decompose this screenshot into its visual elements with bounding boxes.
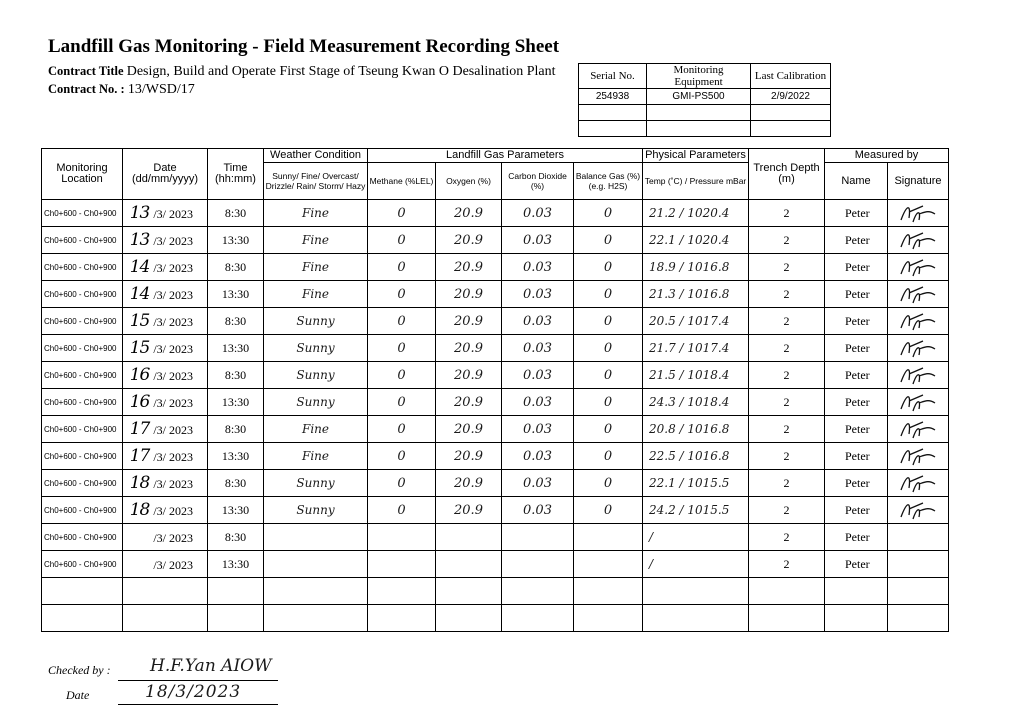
temp-pressure-cell: 22.1 / 1015.5 bbox=[643, 470, 749, 497]
signature-cell bbox=[888, 497, 949, 524]
date-cell bbox=[123, 335, 208, 362]
location-cell: Ch0+600 - Ch0+900 bbox=[42, 200, 123, 227]
co2-cell: 0.03 bbox=[502, 254, 574, 281]
table-row bbox=[42, 335, 949, 362]
methane-cell: 0 bbox=[368, 308, 436, 335]
equipment-blank-cell bbox=[579, 121, 647, 137]
signature-cell bbox=[888, 308, 949, 335]
day-value: 14 bbox=[129, 284, 150, 304]
empty-cell bbox=[368, 605, 436, 632]
contract-no-line bbox=[48, 82, 195, 98]
temp-pressure-cell: / bbox=[643, 551, 749, 578]
date-cell bbox=[123, 470, 208, 497]
table-row bbox=[42, 200, 949, 227]
month-year-value: /3/ 2023 bbox=[153, 234, 193, 248]
location-cell: Ch0+600 - Ch0+900 bbox=[42, 497, 123, 524]
trench-depth-cell: 2 bbox=[749, 281, 825, 308]
empty-cell bbox=[436, 578, 502, 605]
day-value: 18 bbox=[129, 500, 150, 520]
co2-header: Carbon Dioxide (%) bbox=[502, 163, 574, 200]
empty-cell bbox=[749, 605, 825, 632]
trench-depth-cell: 2 bbox=[749, 389, 825, 416]
date-header: Date (dd/mm/yyyy) bbox=[123, 149, 208, 200]
trench-depth-cell: 2 bbox=[749, 227, 825, 254]
temp-pressure-cell: 18.9 / 1016.8 bbox=[643, 254, 749, 281]
co2-cell: 0.03 bbox=[502, 308, 574, 335]
day-value: 13 bbox=[129, 230, 150, 250]
name-cell: Peter bbox=[825, 470, 888, 497]
weather-cell: Fine bbox=[264, 254, 368, 281]
signature-cell bbox=[888, 335, 949, 362]
date-label: Date bbox=[66, 688, 90, 702]
oxygen-cell: 20.9 bbox=[436, 254, 502, 281]
empty-cell bbox=[42, 605, 123, 632]
empty-cell bbox=[502, 578, 574, 605]
equipment-header: Monitoring Equipment bbox=[647, 64, 751, 89]
time-cell: 13:30 bbox=[208, 551, 264, 578]
co2-cell: 0.03 bbox=[502, 200, 574, 227]
calibration-value: 2/9/2022 bbox=[751, 89, 831, 105]
signature-cell bbox=[888, 200, 949, 227]
oxygen-cell: 20.9 bbox=[436, 227, 502, 254]
checked-date: 18/3/2023 bbox=[145, 682, 242, 702]
table-body bbox=[42, 200, 949, 632]
time-cell: 13:30 bbox=[208, 497, 264, 524]
balance-cell: 0 bbox=[574, 416, 643, 443]
month-year-value: /3/ 2023 bbox=[153, 342, 193, 356]
equipment-blank-cell bbox=[751, 105, 831, 121]
time-cell: 8:30 bbox=[208, 308, 264, 335]
name-cell: Peter bbox=[825, 497, 888, 524]
name-cell: Peter bbox=[825, 443, 888, 470]
methane-cell: 0 bbox=[368, 470, 436, 497]
time-cell: 8:30 bbox=[208, 524, 264, 551]
month-year-value: /3/ 2023 bbox=[153, 531, 193, 545]
empty-cell bbox=[643, 578, 749, 605]
oxygen-cell: 20.9 bbox=[436, 308, 502, 335]
balance-cell: 0 bbox=[574, 335, 643, 362]
weather-cell: Sunny bbox=[264, 389, 368, 416]
date-cell bbox=[123, 389, 208, 416]
balance-cell: 0 bbox=[574, 443, 643, 470]
co2-cell: 0.03 bbox=[502, 227, 574, 254]
table-row bbox=[42, 551, 949, 578]
equipment-value: GMI-PS500 bbox=[647, 89, 751, 105]
oxygen-cell: 20.9 bbox=[436, 470, 502, 497]
table-row bbox=[42, 416, 949, 443]
temp-pressure-cell: 22.5 / 1016.8 bbox=[643, 443, 749, 470]
contract-title-line bbox=[48, 64, 556, 80]
day-value: 17 bbox=[129, 419, 150, 439]
methane-cell bbox=[368, 551, 436, 578]
day-value: 13 bbox=[129, 203, 150, 223]
balance-cell: 0 bbox=[574, 227, 643, 254]
empty-cell bbox=[574, 578, 643, 605]
table-row bbox=[42, 470, 949, 497]
empty-cell bbox=[502, 605, 574, 632]
weather-cell bbox=[264, 551, 368, 578]
name-cell: Peter bbox=[825, 227, 888, 254]
empty-cell bbox=[436, 605, 502, 632]
trench-depth-cell: 2 bbox=[749, 497, 825, 524]
weather-cell: Fine bbox=[264, 443, 368, 470]
trench-depth-cell: 2 bbox=[749, 308, 825, 335]
empty-cell bbox=[368, 578, 436, 605]
time-cell: 8:30 bbox=[208, 200, 264, 227]
trench-depth-cell: 2 bbox=[749, 470, 825, 497]
time-cell: 13:30 bbox=[208, 281, 264, 308]
day-value: 18 bbox=[129, 473, 150, 493]
equipment-blank-cell bbox=[751, 121, 831, 137]
balance-cell bbox=[574, 551, 643, 578]
date-cell bbox=[123, 524, 208, 551]
page-title: Landfill Gas Monitoring - Field Measurement Recording Sheet bbox=[48, 36, 560, 57]
date-cell bbox=[123, 443, 208, 470]
co2-cell: 0.03 bbox=[502, 281, 574, 308]
table-row bbox=[42, 497, 949, 524]
day-value: 15 bbox=[129, 338, 150, 358]
table-row bbox=[42, 524, 949, 551]
date-cell bbox=[123, 416, 208, 443]
time-cell: 13:30 bbox=[208, 443, 264, 470]
temp-pressure-cell: 21.2 / 1020.4 bbox=[643, 200, 749, 227]
co2-cell: 0.03 bbox=[502, 470, 574, 497]
table-row bbox=[42, 443, 949, 470]
methane-header: Methane (%LEL) bbox=[368, 163, 436, 200]
balance-cell: 0 bbox=[574, 497, 643, 524]
empty-cell bbox=[42, 578, 123, 605]
trench-depth-cell: 2 bbox=[749, 362, 825, 389]
signature-cell bbox=[888, 254, 949, 281]
name-cell: Peter bbox=[825, 362, 888, 389]
empty-cell bbox=[643, 605, 749, 632]
empty-cell bbox=[123, 605, 208, 632]
month-year-value: /3/ 2023 bbox=[153, 288, 193, 302]
oxygen-cell: 20.9 bbox=[436, 362, 502, 389]
methane-cell: 0 bbox=[368, 254, 436, 281]
contract-title: Design, Build and Operate First Stage of Tseung Kwan O Desalination Plant bbox=[126, 64, 556, 79]
empty-cell bbox=[749, 578, 825, 605]
location-cell: Ch0+600 - Ch0+900 bbox=[42, 335, 123, 362]
empty-row bbox=[42, 578, 949, 605]
empty-row bbox=[42, 605, 949, 632]
equipment-blank-cell bbox=[647, 105, 751, 121]
day-value: 16 bbox=[129, 365, 150, 385]
date-cell bbox=[123, 362, 208, 389]
balance-cell: 0 bbox=[574, 254, 643, 281]
location-cell: Ch0+600 - Ch0+900 bbox=[42, 389, 123, 416]
empty-cell bbox=[264, 605, 368, 632]
trench-depth-cell: 2 bbox=[749, 551, 825, 578]
weather-options-header: Sunny/ Fine/ Overcast/ Drizzle/ Rain/ Storm/ Hazy bbox=[264, 163, 368, 200]
measured-by-header: Measured by bbox=[825, 149, 949, 163]
co2-cell: 0.03 bbox=[502, 362, 574, 389]
oxygen-cell: 20.9 bbox=[436, 389, 502, 416]
location-cell: Ch0+600 - Ch0+900 bbox=[42, 254, 123, 281]
methane-cell: 0 bbox=[368, 497, 436, 524]
name-cell: Peter bbox=[825, 416, 888, 443]
day-value: 16 bbox=[129, 392, 150, 412]
physical-group-header: Physical Parameters bbox=[643, 149, 749, 163]
weather-cell: Sunny bbox=[264, 497, 368, 524]
balance-cell bbox=[574, 524, 643, 551]
day-value: 15 bbox=[129, 311, 150, 331]
location-header: Monitoring Location bbox=[42, 149, 123, 200]
month-year-value: /3/ 2023 bbox=[153, 504, 193, 518]
oxygen-cell: 20.9 bbox=[436, 281, 502, 308]
methane-cell: 0 bbox=[368, 443, 436, 470]
trench-depth-cell: 2 bbox=[749, 443, 825, 470]
name-cell: Peter bbox=[825, 335, 888, 362]
oxygen-cell: 20.9 bbox=[436, 335, 502, 362]
name-cell: Peter bbox=[825, 389, 888, 416]
temp-pressure-cell: / bbox=[643, 524, 749, 551]
table-row bbox=[42, 362, 949, 389]
date-line bbox=[118, 704, 278, 705]
balance-cell: 0 bbox=[574, 281, 643, 308]
name-cell: Peter bbox=[825, 281, 888, 308]
time-cell: 13:30 bbox=[208, 389, 264, 416]
trench-depth-cell: 2 bbox=[749, 524, 825, 551]
signature-cell bbox=[888, 443, 949, 470]
temp-pressure-cell: 21.7 / 1017.4 bbox=[643, 335, 749, 362]
location-cell: Ch0+600 - Ch0+900 bbox=[42, 470, 123, 497]
equipment-blank-cell bbox=[579, 105, 647, 121]
date-cell bbox=[123, 497, 208, 524]
signature-cell bbox=[888, 416, 949, 443]
name-cell: Peter bbox=[825, 551, 888, 578]
methane-cell: 0 bbox=[368, 227, 436, 254]
empty-cell bbox=[264, 578, 368, 605]
date-cell bbox=[123, 254, 208, 281]
temp-pressure-cell: 21.3 / 1016.8 bbox=[643, 281, 749, 308]
checked-by-line bbox=[118, 680, 278, 681]
methane-cell: 0 bbox=[368, 416, 436, 443]
contract-no: 13/WSD/17 bbox=[127, 82, 195, 97]
methane-cell: 0 bbox=[368, 335, 436, 362]
oxygen-cell: 20.9 bbox=[436, 497, 502, 524]
contract-title-label: Contract Title bbox=[48, 64, 124, 78]
gas-group-header: Landfill Gas Parameters bbox=[368, 149, 643, 163]
balance-cell: 0 bbox=[574, 200, 643, 227]
balance-cell: 0 bbox=[574, 362, 643, 389]
empty-cell bbox=[574, 605, 643, 632]
weather-group-header: Weather Condition bbox=[264, 149, 368, 163]
time-cell: 13:30 bbox=[208, 227, 264, 254]
co2-cell: 0.03 bbox=[502, 389, 574, 416]
date-cell bbox=[123, 281, 208, 308]
weather-cell bbox=[264, 524, 368, 551]
signature-header: Signature bbox=[888, 163, 949, 200]
name-header: Name bbox=[825, 163, 888, 200]
date-cell bbox=[123, 308, 208, 335]
day-value: 14 bbox=[129, 257, 150, 277]
methane-cell: 0 bbox=[368, 362, 436, 389]
trench-depth-cell: 2 bbox=[749, 200, 825, 227]
contract-no-label: Contract No. : bbox=[48, 82, 125, 96]
weather-cell: Sunny bbox=[264, 308, 368, 335]
empty-cell bbox=[888, 578, 949, 605]
signature-cell bbox=[888, 470, 949, 497]
month-year-value: /3/ 2023 bbox=[153, 315, 193, 329]
temp-pressure-cell: 22.1 / 1020.4 bbox=[643, 227, 749, 254]
month-year-value: /3/ 2023 bbox=[153, 558, 193, 572]
table-row bbox=[42, 254, 949, 281]
checked-by-signature: H.F.Yan AIOW bbox=[150, 656, 272, 676]
oxygen-cell bbox=[436, 524, 502, 551]
time-cell: 8:30 bbox=[208, 416, 264, 443]
time-cell: 8:30 bbox=[208, 362, 264, 389]
methane-cell: 0 bbox=[368, 389, 436, 416]
weather-cell: Fine bbox=[264, 200, 368, 227]
trench-depth-cell: 2 bbox=[749, 254, 825, 281]
signature-cell bbox=[888, 551, 949, 578]
weather-cell: Fine bbox=[264, 416, 368, 443]
location-cell: Ch0+600 - Ch0+900 bbox=[42, 227, 123, 254]
balance-cell: 0 bbox=[574, 470, 643, 497]
temp-pressure-header: Temp (˚C) / Pressure mBar bbox=[643, 163, 749, 200]
location-cell: Ch0+600 - Ch0+900 bbox=[42, 362, 123, 389]
date-cell bbox=[123, 200, 208, 227]
methane-cell bbox=[368, 524, 436, 551]
table-row bbox=[42, 389, 949, 416]
oxygen-cell bbox=[436, 551, 502, 578]
co2-cell: 0.03 bbox=[502, 443, 574, 470]
weather-cell: Sunny bbox=[264, 470, 368, 497]
temp-pressure-cell: 21.5 / 1018.4 bbox=[643, 362, 749, 389]
date-cell bbox=[123, 227, 208, 254]
location-cell: Ch0+600 - Ch0+900 bbox=[42, 524, 123, 551]
location-cell: Ch0+600 - Ch0+900 bbox=[42, 308, 123, 335]
table-row bbox=[42, 227, 949, 254]
serial-no-value: 254938 bbox=[579, 89, 647, 105]
empty-cell bbox=[825, 605, 888, 632]
temp-pressure-cell: 20.5 / 1017.4 bbox=[643, 308, 749, 335]
temp-pressure-cell: 20.8 / 1016.8 bbox=[643, 416, 749, 443]
serial-no-header: Serial No. bbox=[579, 64, 647, 89]
temp-pressure-cell: 24.3 / 1018.4 bbox=[643, 389, 749, 416]
weather-cell: Fine bbox=[264, 227, 368, 254]
month-year-value: /3/ 2023 bbox=[153, 207, 193, 221]
location-cell: Ch0+600 - Ch0+900 bbox=[42, 416, 123, 443]
month-year-value: /3/ 2023 bbox=[153, 477, 193, 491]
table-row bbox=[42, 281, 949, 308]
empty-cell bbox=[208, 605, 264, 632]
oxygen-cell: 20.9 bbox=[436, 443, 502, 470]
month-year-value: /3/ 2023 bbox=[153, 261, 193, 275]
empty-cell bbox=[825, 578, 888, 605]
signature-cell bbox=[888, 524, 949, 551]
empty-cell bbox=[123, 578, 208, 605]
empty-cell bbox=[888, 605, 949, 632]
oxygen-header: Oxygen (%) bbox=[436, 163, 502, 200]
oxygen-cell: 20.9 bbox=[436, 416, 502, 443]
co2-cell: 0.03 bbox=[502, 335, 574, 362]
balance-cell: 0 bbox=[574, 308, 643, 335]
location-cell: Ch0+600 - Ch0+900 bbox=[42, 551, 123, 578]
day-value: 17 bbox=[129, 446, 150, 466]
weather-cell: Sunny bbox=[264, 362, 368, 389]
time-cell: 8:30 bbox=[208, 470, 264, 497]
weather-cell: Fine bbox=[264, 281, 368, 308]
signature-cell bbox=[888, 281, 949, 308]
trench-depth-cell: 2 bbox=[749, 416, 825, 443]
co2-cell: 0.03 bbox=[502, 416, 574, 443]
date-cell bbox=[123, 551, 208, 578]
methane-cell: 0 bbox=[368, 200, 436, 227]
location-cell: Ch0+600 - Ch0+900 bbox=[42, 281, 123, 308]
co2-cell bbox=[502, 551, 574, 578]
month-year-value: /3/ 2023 bbox=[153, 450, 193, 464]
temp-pressure-cell: 24.2 / 1015.5 bbox=[643, 497, 749, 524]
calibration-header: Last Calibration bbox=[751, 64, 831, 89]
equipment-blank-cell bbox=[647, 121, 751, 137]
trench-depth-header: Trench Depth (m) bbox=[749, 149, 825, 200]
signature-cell bbox=[888, 227, 949, 254]
equipment-table bbox=[578, 63, 831, 137]
trench-depth-cell: 2 bbox=[749, 335, 825, 362]
signature-cell bbox=[888, 362, 949, 389]
co2-cell bbox=[502, 524, 574, 551]
name-cell: Peter bbox=[825, 254, 888, 281]
month-year-value: /3/ 2023 bbox=[153, 369, 193, 383]
methane-cell: 0 bbox=[368, 281, 436, 308]
empty-cell bbox=[208, 578, 264, 605]
balance-gas-header: Balance Gas (%) (e.g. H2S) bbox=[574, 163, 643, 200]
balance-cell: 0 bbox=[574, 389, 643, 416]
name-cell: Peter bbox=[825, 200, 888, 227]
time-cell: 13:30 bbox=[208, 335, 264, 362]
co2-cell: 0.03 bbox=[502, 497, 574, 524]
name-cell: Peter bbox=[825, 308, 888, 335]
checked-by-label: Checked by : bbox=[48, 663, 111, 677]
name-cell: Peter bbox=[825, 524, 888, 551]
location-cell: Ch0+600 - Ch0+900 bbox=[42, 443, 123, 470]
signature-cell bbox=[888, 389, 949, 416]
table-row bbox=[42, 308, 949, 335]
month-year-value: /3/ 2023 bbox=[153, 423, 193, 437]
month-year-value: /3/ 2023 bbox=[153, 396, 193, 410]
time-header: Time (hh:mm) bbox=[208, 149, 264, 200]
time-cell: 8:30 bbox=[208, 254, 264, 281]
oxygen-cell: 20.9 bbox=[436, 200, 502, 227]
weather-cell: Sunny bbox=[264, 335, 368, 362]
measurement-table bbox=[41, 148, 949, 632]
